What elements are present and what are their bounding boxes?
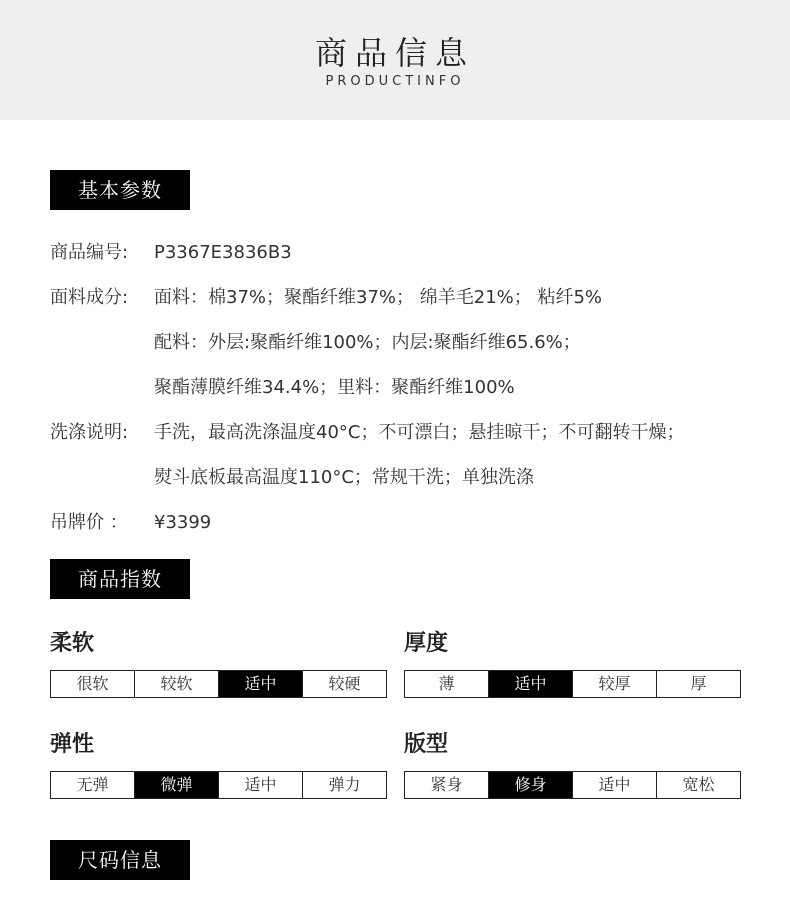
softness-option: 较硬	[302, 671, 386, 697]
elasticity-scale	[50, 771, 387, 799]
page-title: 商品信息	[314, 34, 475, 72]
product-code-value: P3367E3836B3	[154, 242, 292, 263]
wash-line: 熨斗底板最高温度110°C；常规干洗；单独洗涤	[154, 467, 534, 488]
fit-option: 修身	[488, 772, 572, 798]
material-line: 聚酯薄膜纤维34.4%；里料：聚酯纤维100%	[154, 377, 515, 398]
fit-title: 版型	[404, 732, 449, 757]
wash-row	[50, 418, 684, 444]
thickness-option: 薄	[438, 674, 455, 693]
page-header	[0, 0, 790, 120]
thickness-scale	[404, 670, 741, 698]
page-subtitle: PRODUCTINFO	[325, 74, 465, 89]
softness-option: 适中	[218, 671, 302, 697]
elasticity-option: 无弹	[76, 775, 109, 794]
elasticity-title: 弹性	[50, 732, 95, 757]
product-code-label: 商品编号:	[50, 242, 129, 263]
price-row	[50, 508, 211, 534]
fit-option: 适中	[572, 772, 656, 798]
thickness-title: 厚度	[404, 631, 449, 656]
thickness-option: 较厚	[572, 671, 656, 697]
wash-line: 手洗，最高洗涤温度40°C；不可漂白；悬挂晾干；不可翻转干燥；	[154, 422, 685, 443]
fit-scale	[404, 771, 741, 799]
basic-params-tag: 基本参数	[50, 170, 190, 210]
thickness-option: 厚	[656, 671, 740, 697]
elasticity-option: 适中	[218, 772, 302, 798]
material-line: 配料：外层:聚酯纤维100%；内层:聚酯纤维65.6%；	[154, 332, 581, 353]
softness-scale	[50, 670, 387, 698]
price-label: 吊牌价 ：	[50, 512, 128, 533]
softness-title: 柔软	[50, 631, 95, 656]
price-value: ¥3399	[154, 512, 212, 533]
product-code-row	[50, 238, 292, 264]
fit-option: 紧身	[430, 775, 463, 794]
fit-option: 宽松	[656, 772, 740, 798]
index-tag: 商品指数	[50, 559, 190, 599]
size-info-tag: 尺码信息	[50, 840, 190, 880]
elasticity-option: 弹力	[302, 772, 386, 798]
material-row	[50, 283, 602, 309]
thickness-option: 适中	[488, 671, 572, 697]
softness-option: 很软	[76, 674, 109, 693]
material-line: 面料：棉37%；聚酯纤维37%； 绵羊毛21%； 粘纤5%	[154, 287, 603, 308]
wash-label: 洗涤说明:	[50, 422, 129, 443]
softness-option: 较软	[134, 671, 218, 697]
material-label: 面料成分:	[50, 287, 129, 308]
elasticity-option: 微弹	[134, 772, 218, 798]
